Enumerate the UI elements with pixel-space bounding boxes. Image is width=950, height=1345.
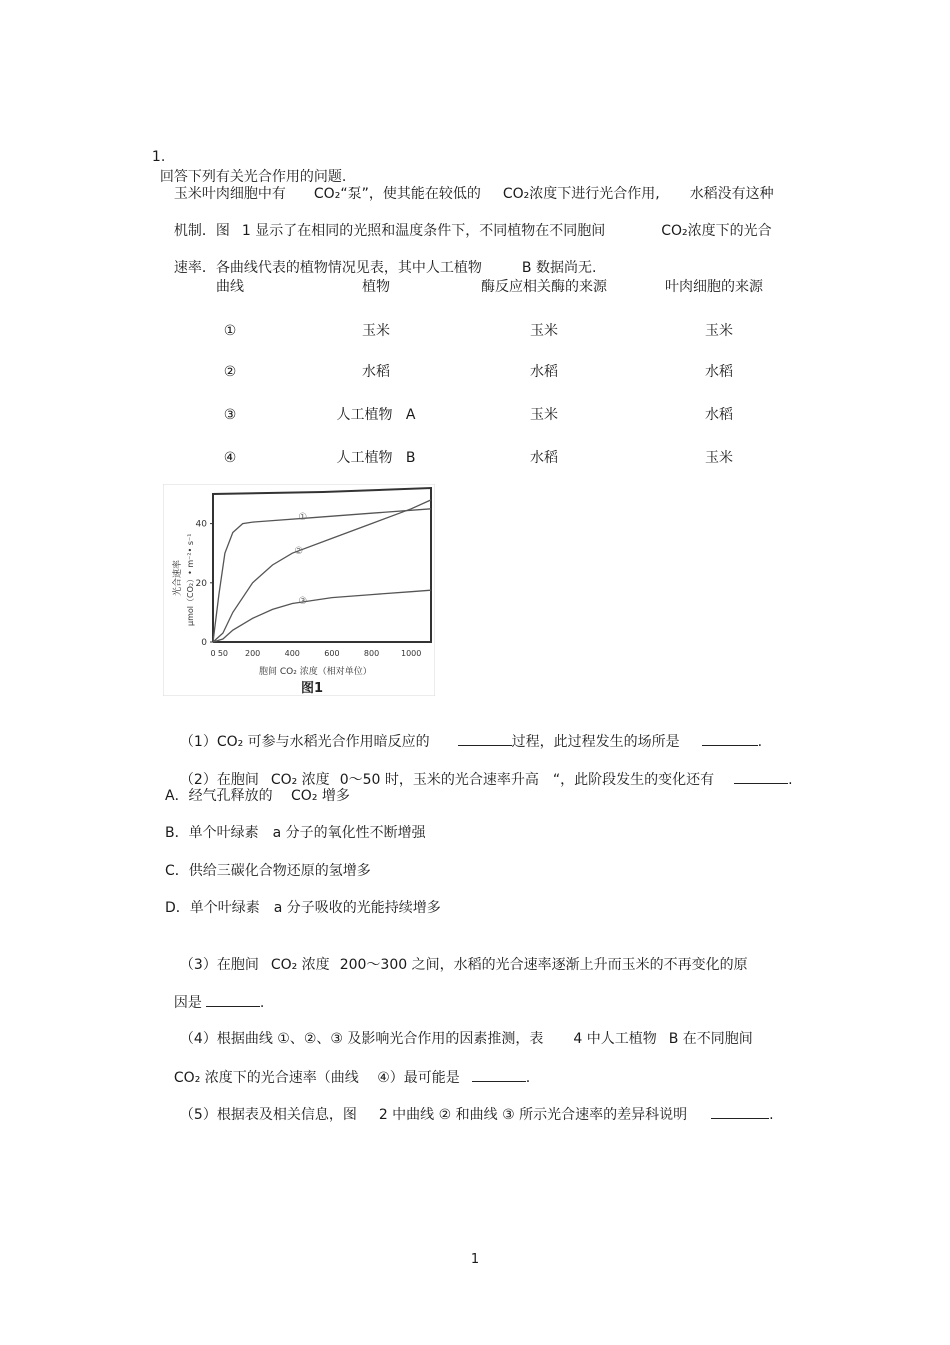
table-cell: 人工植物 A: [336, 407, 416, 423]
intro-text: 1 显示了在相同的光照和温度条件下，不同植物在不同胞间: [241, 223, 606, 239]
subquestion-5: [171, 1084, 774, 1125]
q5-end: .: [769, 1107, 774, 1123]
table-header: 植物: [362, 279, 390, 295]
q2-text: CO₂ 浓度: [270, 772, 330, 788]
x-tick-label: 600: [324, 649, 340, 658]
answer-blank[interactable]: [472, 1067, 526, 1082]
option-b: B．单个叶绿素 a 分子的氧化性不断增强: [165, 825, 426, 841]
curve-label: ②: [294, 546, 304, 558]
question-number: 1.: [151, 149, 166, 165]
table-cell: ②: [223, 364, 237, 380]
q3-text: 因是: [173, 995, 202, 1011]
q3-text: 200～300 之间，水稻的光合速率逐渐上升而玉米的不再变化的原: [339, 957, 748, 973]
y-tick-label: 40: [195, 519, 207, 530]
x-tick-label: 50: [217, 649, 229, 658]
table-cell: 玉米: [530, 323, 558, 339]
y-tick-label: 0: [201, 638, 207, 648]
table-cell: ③: [223, 407, 237, 423]
subquestion-3: [171, 935, 748, 975]
y-tick-label: 20: [195, 578, 207, 589]
curve-label: ①: [298, 511, 308, 523]
table-cell: 水稻: [362, 364, 390, 380]
page-number: 1: [470, 1252, 480, 1267]
x-tick-label: 400: [284, 649, 300, 658]
q1-text: （1）CO₂ 可参与水稻光合作用暗反应的: [179, 734, 430, 750]
intro-text: B 数据尚无.: [521, 260, 597, 276]
y-axis-unit: μmol（CO₂）• m⁻²• s⁻¹: [186, 533, 195, 626]
intro-text: CO₂浓度下进行光合作用,: [502, 186, 660, 202]
table-cell: ①: [223, 323, 237, 339]
q2-text: “，此阶段发生的变化还有: [552, 772, 715, 788]
table-cell: 玉米: [362, 323, 390, 339]
q4-text: （4）根据曲线 ①、②、③ 及影响光合作用的因素推测，表: [179, 1031, 544, 1047]
table-cell: 水稻: [530, 450, 558, 466]
x-tick-label: 200: [244, 649, 261, 658]
table-cell: 水稻: [705, 364, 733, 380]
x-tick-label: 1000: [401, 649, 422, 658]
intro-text: 速率．各曲线代表的植物情况见表，其中人工植物: [173, 260, 482, 276]
answer-blank[interactable]: [711, 1104, 769, 1119]
answer-blank[interactable]: [734, 769, 788, 784]
table-header: 曲线: [216, 279, 244, 295]
table-cell: 玉米: [530, 407, 558, 423]
q3-end: .: [259, 995, 265, 1011]
subquestion-2: [171, 749, 793, 790]
q3-text: （3）在胞间: [179, 957, 259, 973]
x-tick-label: 800: [363, 649, 380, 658]
x-tick-label: 0: [210, 649, 216, 658]
q2-text: （2）在胞间: [179, 772, 259, 788]
subquestion-3-cont: [165, 972, 264, 1013]
q4-text: 4 中人工植物: [573, 1031, 657, 1047]
q4-text: CO₂ 浓度下的光合速率（曲线 ④）最可能是: [173, 1070, 460, 1086]
q3-text: CO₂ 浓度: [270, 957, 330, 973]
intro-text: CO₂浓度下的光合: [661, 223, 772, 239]
table-cell: 水稻: [705, 407, 733, 423]
q1-end: .: [757, 734, 763, 750]
answer-blank[interactable]: [702, 731, 758, 746]
intro-text: 水稻没有这种: [689, 186, 774, 202]
q4-text: B 在不同胞间: [668, 1031, 753, 1047]
answer-blank[interactable]: [206, 992, 260, 1007]
figure-1-chart: [163, 484, 435, 696]
q4-end: .: [525, 1070, 531, 1086]
answer-blank[interactable]: [458, 731, 512, 746]
table-header: 酶反应相关酶的来源: [481, 279, 607, 295]
q1-text: 过程，此过程发生的场所是: [511, 734, 680, 750]
option-a: A．经气孔释放的 CO₂ 增多: [165, 788, 350, 804]
intro-line-3: [165, 238, 596, 278]
option-c: C．供给三碳化合物还原的氢增多: [165, 863, 371, 879]
intro-text: 机制．图: [173, 223, 230, 239]
q2-end: .: [788, 772, 793, 788]
table-header: 叶肉细胞的来源: [665, 279, 763, 295]
table-cell: 人工植物 B: [336, 450, 416, 466]
subquestion-1: [171, 711, 762, 752]
y-axis-label: 光合速率: [173, 559, 183, 596]
table-cell: 水稻: [530, 364, 558, 380]
subquestion-4: [171, 1009, 753, 1049]
table-cell: 玉米: [705, 450, 733, 466]
question-title: 回答下列有关光合作用的问题.: [159, 169, 347, 185]
subquestion-4-cont: [165, 1047, 530, 1088]
q2-text: 0～50 时，玉米的光合速率升高: [339, 772, 539, 788]
intro-line-2: [165, 201, 772, 241]
table-cell: 玉米: [705, 323, 733, 339]
table-cell: ④: [223, 450, 237, 466]
curve-label: ③: [298, 595, 308, 607]
intro-text: 玉米叶肉细胞中有: [173, 186, 286, 202]
option-d: D．单个叶绿素 a 分子吸收的光能持续增多: [165, 900, 441, 916]
q5-text: 2 中曲线 ② 和曲线 ③ 所示光合速率的差异科说明: [378, 1107, 688, 1123]
q5-text: （5）根据表及相关信息，图: [179, 1107, 357, 1123]
x-axis-label: 胞间 CO₂ 浓度（相对单位）: [259, 667, 372, 677]
figure-caption: 图1: [301, 681, 324, 696]
intro-text: CO₂“泵”，使其能在较低的: [313, 186, 481, 202]
intro-line-1: [165, 164, 774, 204]
